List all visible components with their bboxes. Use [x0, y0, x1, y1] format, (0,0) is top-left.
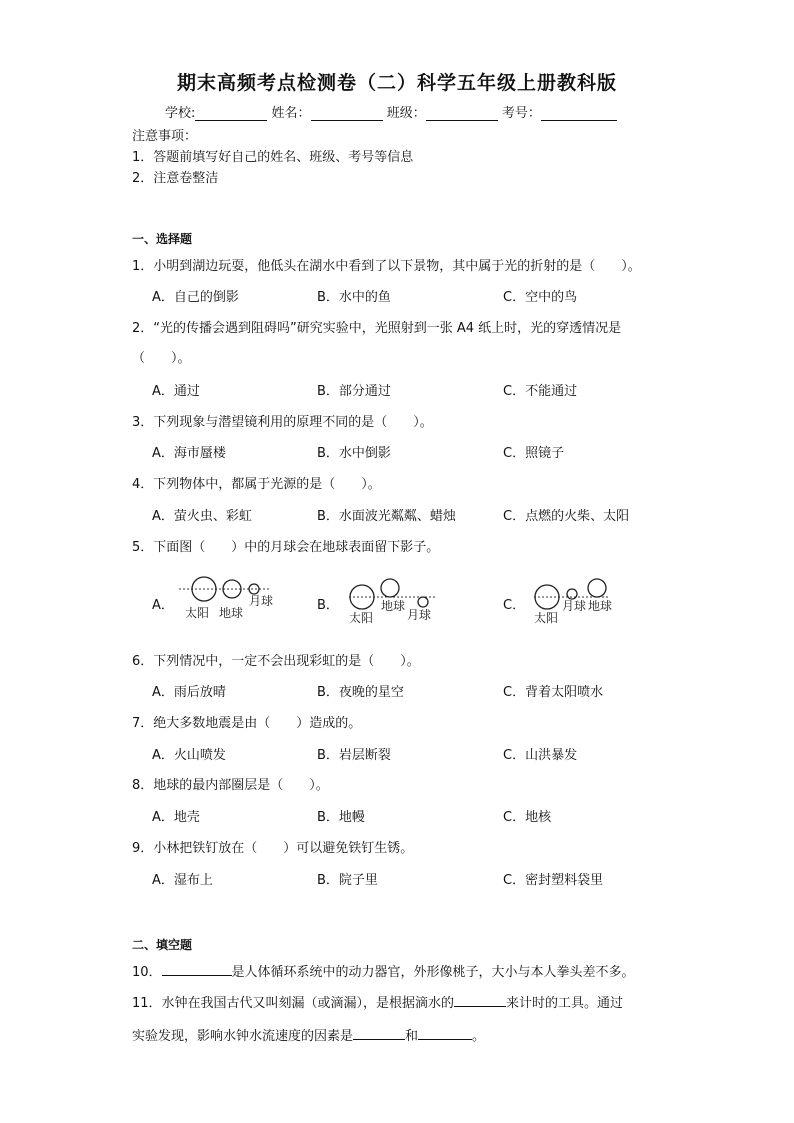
- option-b[interactable]: B．岩层断裂: [317, 748, 391, 763]
- option-c[interactable]: C．地核: [503, 810, 552, 825]
- option-b[interactable]: B．夜晚的星空: [317, 685, 404, 700]
- earth-circle: [588, 579, 606, 597]
- question-text: 和: [405, 1029, 419, 1044]
- option-a[interactable]: A．: [152, 598, 174, 613]
- option-b[interactable]: B．水中倒影: [317, 446, 391, 461]
- note-item: 2．注意卷整洁: [132, 171, 219, 186]
- orbit-figure-a: [175, 572, 285, 624]
- student-info-row: [165, 102, 617, 121]
- option-c[interactable]: C．背着太阳喷水: [503, 685, 604, 700]
- moon-label: 月球: [562, 599, 587, 613]
- option-c[interactable]: C．空中的鸟: [503, 290, 578, 305]
- note-item: 1．答题前填写好自己的姓名、班级、考号等信息: [132, 150, 414, 165]
- option-b[interactable]: B．部分通过: [317, 384, 391, 399]
- sun-label: 太阳: [185, 606, 210, 620]
- class-blank[interactable]: [426, 106, 498, 121]
- earth-circle: [381, 579, 399, 597]
- school-blank[interactable]: [195, 106, 267, 121]
- page-title: 期末高频考点检测卷（二）科学五年级上册教科版: [176, 72, 617, 94]
- answer-blank[interactable]: [454, 994, 506, 1007]
- question-stem: 9．小林把铁钉放在（ ）可以避免铁钉生锈。: [132, 841, 414, 856]
- answer-blank[interactable]: [418, 1027, 472, 1040]
- moon-label: 月球: [249, 594, 274, 608]
- option-a[interactable]: A．海市蜃楼: [152, 446, 226, 461]
- exam-no-label: 考号：: [501, 106, 541, 121]
- option-c[interactable]: C．点燃的火柴、太阳: [503, 509, 630, 524]
- question-text: 实验发现，影响水钟水流速度的因素是: [132, 1029, 354, 1044]
- option-c[interactable]: C．山洪暴发: [503, 748, 578, 763]
- option-b[interactable]: B．院子里: [317, 873, 378, 888]
- question-stem: 7．绝大多数地震是由（ ）造成的。: [132, 716, 362, 731]
- question-text: 11．水钟在我国古代又叫刻漏（或滴漏），是根据滴水的: [132, 996, 455, 1011]
- option-a[interactable]: A．通过: [152, 384, 200, 399]
- question-text: 来计时的工具。通过: [506, 996, 624, 1011]
- moon-circle: [249, 584, 259, 594]
- option-a[interactable]: A．萤火虫、彩虹: [152, 509, 252, 524]
- question-stem: 5．下面图（ ）中的月球会在地球表面留下影子。: [132, 540, 440, 555]
- fill-question-11: [132, 992, 623, 1011]
- option-a[interactable]: A．地壳: [152, 810, 200, 825]
- option-a[interactable]: A．湿布上: [152, 873, 213, 888]
- question-text: 是人体循环系统中的动力器官，外形像桃子，大小与本人拳头差不多。: [231, 965, 635, 980]
- orbit-figure-b: [345, 577, 445, 627]
- question-stem: 4．下列物体中，都属于光源的是（ ）。: [132, 477, 381, 492]
- option-c[interactable]: C．密封塑料袋里: [503, 873, 604, 888]
- name-label: 姓名：: [271, 106, 311, 121]
- question-stem: 6．下列情况中，一定不会出现彩虹的是（ ）。: [132, 654, 420, 669]
- orbit-figure-c: [530, 577, 620, 627]
- question-number: 10．: [132, 965, 162, 980]
- earth-label: 地球: [588, 599, 613, 613]
- section-heading-fill: 二、填空题: [132, 938, 193, 952]
- sun-label: 太阳: [534, 611, 559, 625]
- option-b[interactable]: B．水中的鱼: [317, 290, 391, 305]
- question-stem: 1．小明到湖边玩耍，他低头在湖水中看到了以下景物，其中属于光的折射的是（ ）。: [132, 259, 641, 274]
- option-b[interactable]: B．水面波光粼粼、蜡烛: [317, 509, 456, 524]
- option-c[interactable]: C．不能通过: [503, 384, 578, 399]
- question-stem: 3．下列现象与潜望镜利用的原理不同的是（ ）。: [132, 415, 433, 430]
- question-stem: 8．地球的最内部圈层是（ ）。: [132, 778, 329, 793]
- fill-question-11-cont: [132, 1025, 485, 1044]
- earth-label: 地球: [219, 606, 244, 620]
- option-a[interactable]: A．自己的倒影: [152, 290, 239, 305]
- answer-blank[interactable]: [353, 1027, 405, 1040]
- sun-label: 太阳: [349, 611, 374, 625]
- fill-question-10: [132, 961, 635, 980]
- exam-no-blank[interactable]: [541, 106, 617, 121]
- notes-heading: 注意事项：: [132, 129, 198, 144]
- option-a[interactable]: A．火山喷发: [152, 748, 226, 763]
- earth-label: 地球: [381, 599, 406, 613]
- option-a[interactable]: A．雨后放晴: [152, 685, 226, 700]
- question-stem-cont: （ ）。: [132, 351, 191, 366]
- answer-blank[interactable]: [162, 963, 232, 976]
- option-b[interactable]: B．地幔: [317, 810, 365, 825]
- option-b[interactable]: B．: [317, 598, 339, 613]
- moon-circle: [418, 597, 428, 607]
- class-label: 班级：: [386, 106, 426, 121]
- question-stem: 2．“光的传播会遇到阻碍吗”研究实验中，光照射到一张 A4 纸上时，光的穿透情况是: [132, 321, 622, 336]
- moon-label: 月球: [407, 608, 432, 622]
- section-heading-choice: 一、选择题: [132, 232, 193, 246]
- option-c[interactable]: C．: [503, 598, 526, 613]
- option-c[interactable]: C．照镜子: [503, 446, 565, 461]
- question-text: 。: [472, 1029, 486, 1044]
- school-label: 学校:: [165, 106, 196, 121]
- name-blank[interactable]: [311, 106, 383, 121]
